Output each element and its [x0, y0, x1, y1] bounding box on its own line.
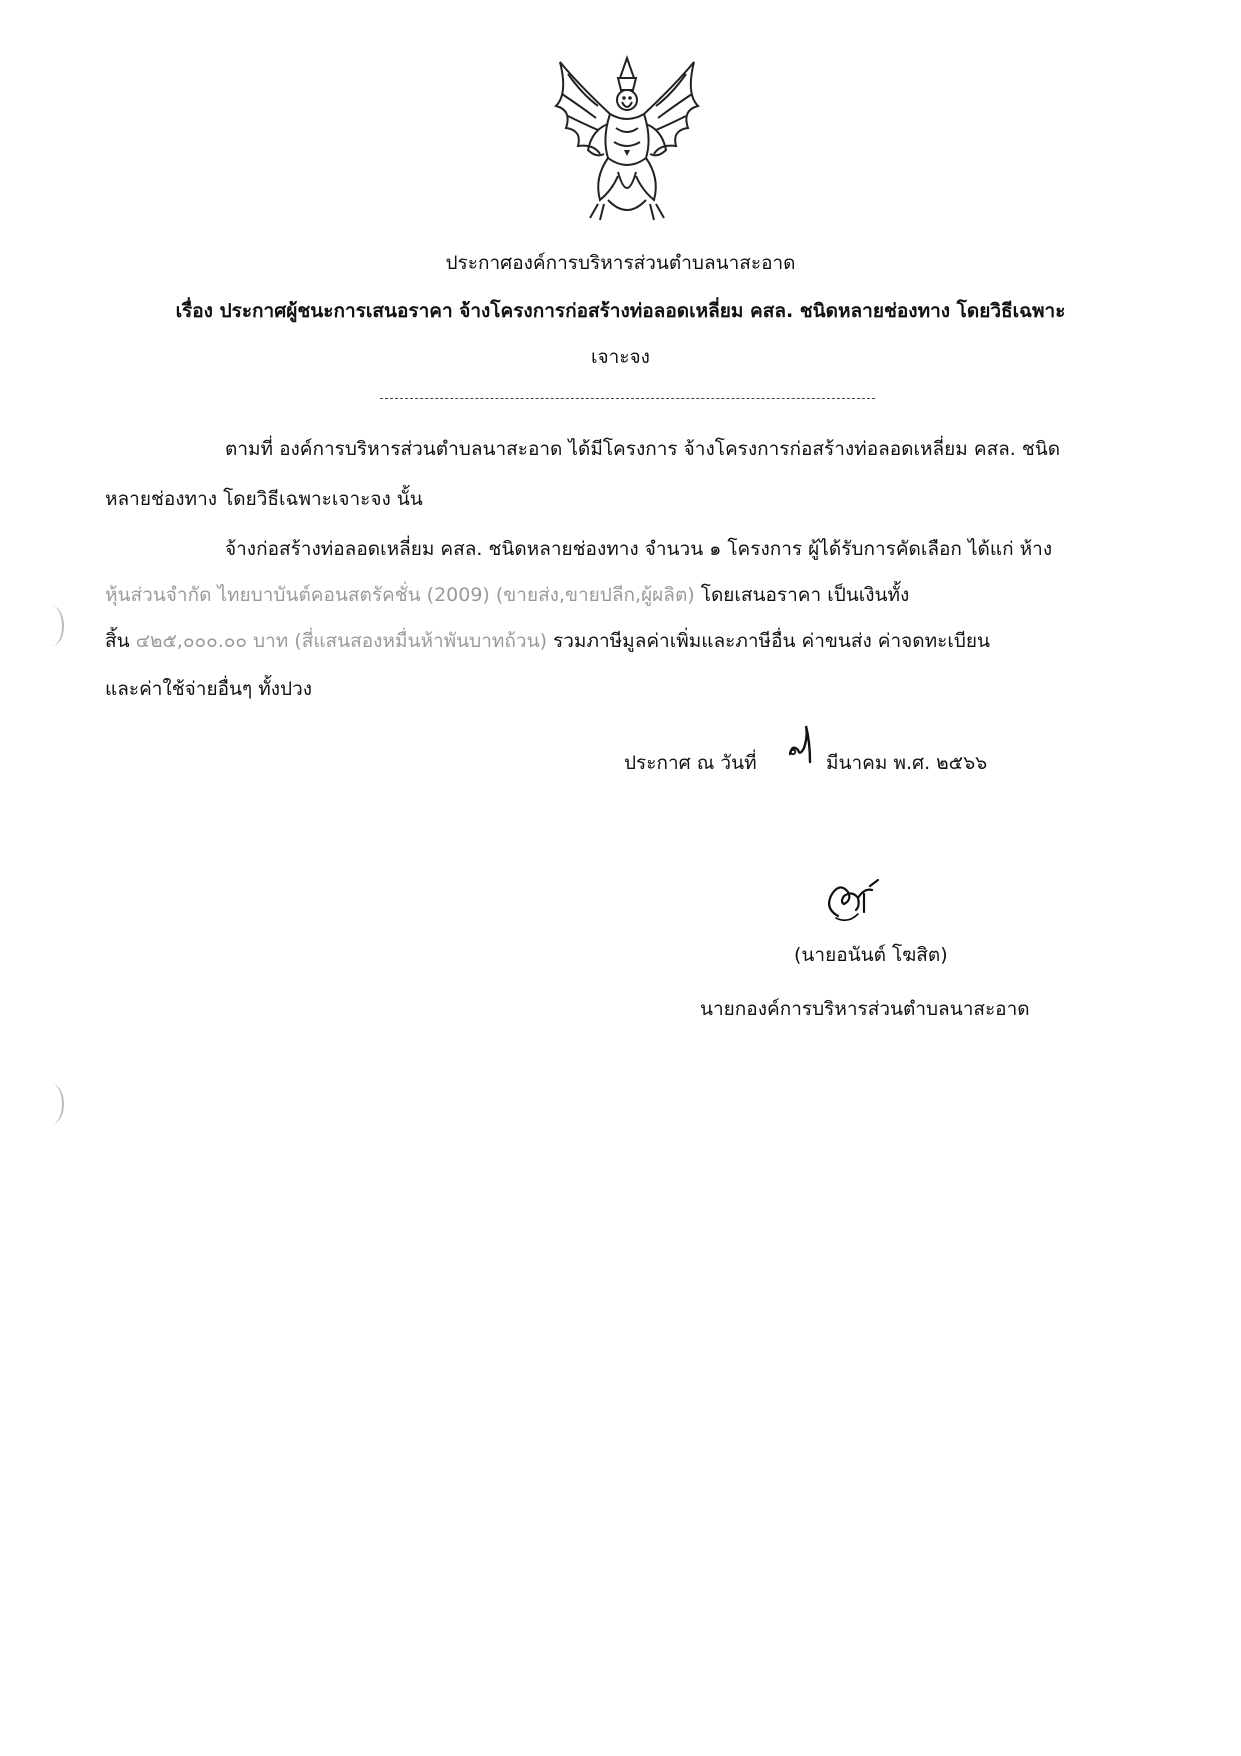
paragraph-2-line-3-rest: รวมภาษีมูลค่าเพิ่มและภาษีอื่น ค่าขนส่ง ค่าจดทะเบียน [547, 630, 991, 652]
paragraph-2-line-2 [105, 582, 909, 608]
signatory-name: (นายอนันต์ โฆสิต) [794, 944, 948, 966]
punch-hole-mark [40, 1084, 64, 1124]
signatory-position: นายกองค์การบริหารส่วนตำบลนาสะอาด [700, 998, 1030, 1020]
paragraph-2-line-3-start: สิ้น [105, 630, 136, 652]
paragraph-1-line-1: ตามที่ องค์การบริหารส่วนตำบลนาสะอาด ได้มีโครงการ จ้างโครงการก่อสร้างท่อลอดเหลี่ยม คสล. ชนิด [225, 438, 1061, 460]
signature-mark [818, 872, 882, 930]
paragraph-2-line-3 [105, 628, 990, 654]
announcement-subject-line-2: เจาะจง [591, 346, 650, 368]
paragraph-2-line-1: จ้างก่อสร้างท่อลอดเหลี่ยม คสล. ชนิดหลายช่องทาง จำนวน ๑ โครงการ ผู้ได้รับการคัดเลือก ได้แก่ ห้าง [225, 538, 1053, 560]
garuda-emblem [538, 54, 716, 226]
contractor-name: หุ้นส่วนจำกัด ไทยบาบันต์คอนสตรัคชั่น (2009) (ขายส่ง,ขายปลีก,ผู้ผลิต) [105, 584, 695, 606]
announcement-month-year: มีนาคม พ.ศ. ๒๕๖๖ [826, 752, 988, 774]
announcement-date-prefix: ประกาศ ณ วันที่ [624, 752, 757, 774]
paragraph-2-line-4: และค่าใช้จ่ายอื่นๆ ทั้งปวง [105, 678, 313, 700]
punch-hole-mark [40, 606, 64, 646]
announcement-org-title: ประกาศองค์การบริหารส่วนตำบลนาสะอาด [445, 252, 796, 274]
paragraph-1-line-2: หลายช่องทาง โดยวิธีเฉพาะเจาะจง นั้น [105, 488, 423, 510]
announcement-subject-line-1: เรื่อง ประกาศผู้ชนะการเสนอราคา จ้างโครงการก่อสร้างท่อลอดเหลี่ยม คสล. ชนิดหลายช่องทาง โดยวิธีเฉพาะ [175, 300, 1066, 322]
title-separator [380, 398, 875, 399]
paragraph-2-line-2-rest: โดยเสนอราคา เป็นเงินทั้ง [694, 584, 910, 606]
contract-amount: ๔๒๕,๐๐๐.๐๐ บาท (สี่แสนสองหมื่นห้าพันบาทถ้วน) [135, 630, 548, 652]
